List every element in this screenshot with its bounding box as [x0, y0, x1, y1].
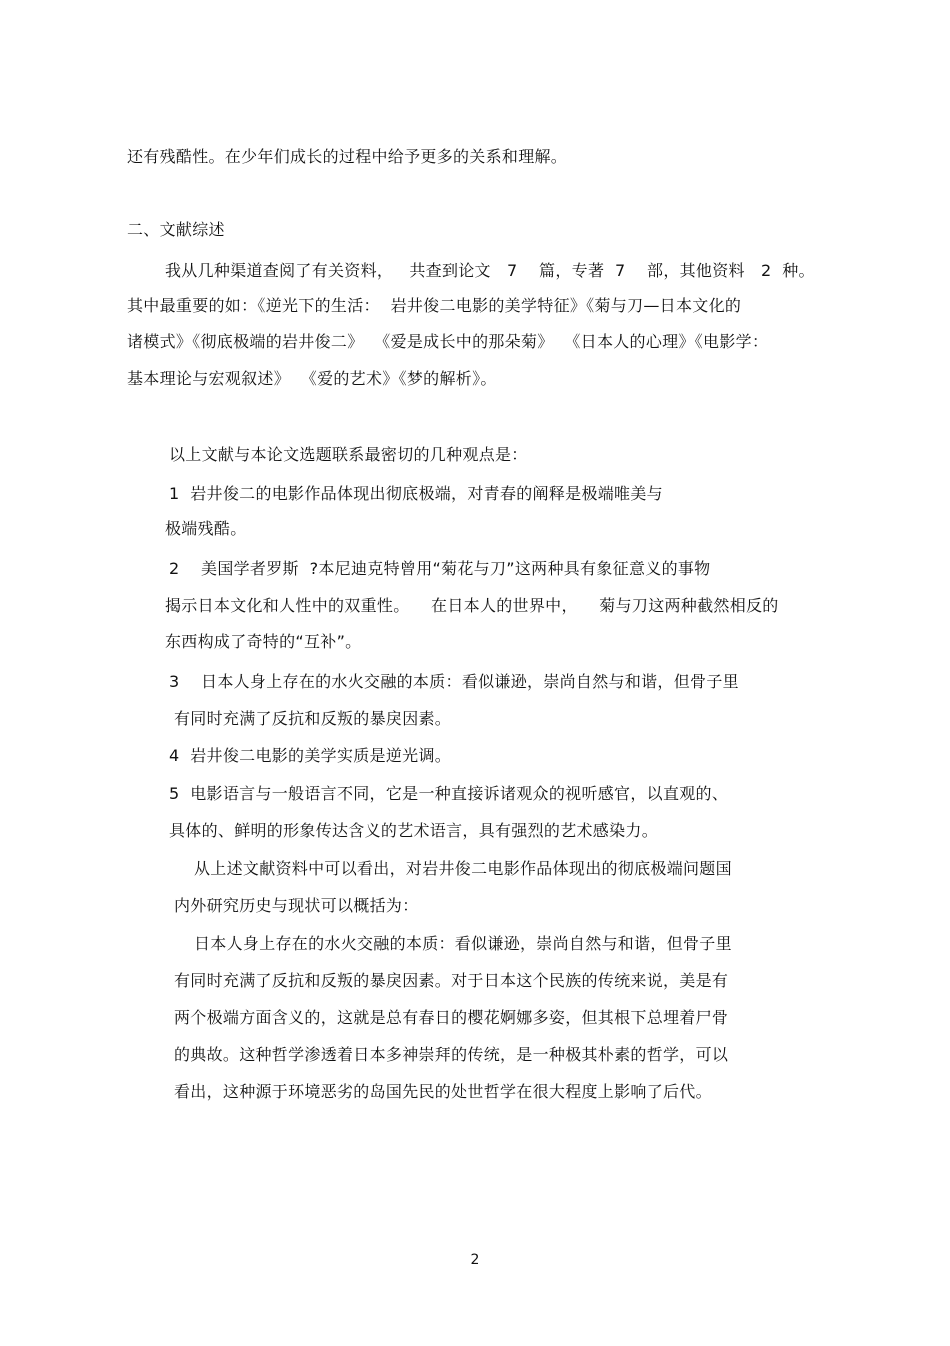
- paragraph-line: 诸模式》《彻底极端的岩井俊二》 《爱是成长中的那朵菊》 《日本人的心理》《电影学：: [127, 332, 769, 351]
- list-item-line: 揭示日本文化和人性中的双重性。 在日本人的世界中， 菊与刀这两种截然相反的: [165, 596, 779, 615]
- list-item-line: 极端残酷。: [165, 519, 247, 538]
- list-item-line: 4 岩井俊二电影的美学实质是逆光调。: [169, 746, 452, 765]
- list-item-line: 具体的、鲜明的形象传达含义的艺术语言，具有强烈的艺术感染力。: [169, 821, 659, 840]
- paragraph-line: 从上述文献资料中可以看出，对岩井俊二电影作品体现出的彻底极端问题国: [194, 859, 732, 878]
- viewpoints-intro: 以上文献与本论文选题联系最密切的几种观点是：: [169, 445, 528, 464]
- paragraph-line: 有同时充满了反抗和反叛的暴戾因素。对于日本这个民族的传统来说，美是有: [174, 971, 729, 990]
- paragraph-line: 内外研究历史与现状可以概括为：: [174, 896, 419, 915]
- list-item-line: 3 日本人身上存在的水火交融的本质：看似谦逊，崇尚自然与和谐，但骨子里: [169, 672, 739, 691]
- paragraph-line: 基本理论与宏观叙述》 《爱的艺术》《梦的解析》。: [127, 369, 497, 388]
- list-item-line: 2 美国学者罗斯 ?本尼迪克特曾用“菊花与刀”这两种具有象征意义的事物: [169, 559, 711, 578]
- paragraph-line: 日本人身上存在的水火交融的本质：看似谦逊，崇尚自然与和谐，但骨子里: [194, 934, 732, 953]
- paragraph-line: 我从几种渠道查阅了有关资料， 共查到论文 7 篇，专著 7 部，其他资料 2 种。: [165, 261, 815, 280]
- list-item-line: 1 岩井俊二的电影作品体现出彻底极端，对青春的阐释是极端唯美与: [169, 484, 663, 503]
- paragraph-line: 两个极端方面含义的，这就是总有春日的樱花婀娜多姿，但其根下总埋着尸骨: [174, 1008, 729, 1027]
- intro-line: 还有残酷性。在少年们成长的过程中给予更多的关系和理解。: [127, 147, 568, 166]
- section-heading: 二、文献综述: [127, 220, 225, 239]
- paragraph-line: 其中最重要的如：《逆光下的生活： 岩井俊二电影的美学特征》《菊与刀—日本文化的: [127, 296, 742, 315]
- list-item-line: 5 电影语言与一般语言不同，它是一种直接诉诸观众的视听感官，以直观的、: [169, 784, 729, 803]
- paragraph-line: 看出，这种源于环境恶劣的岛国先民的处世哲学在很大程度上影响了后代。: [174, 1082, 712, 1101]
- paragraph-line: 的典故。这种哲学渗透着日本多神崇拜的传统，是一种极其朴素的哲学，可以: [174, 1045, 729, 1064]
- list-item-line: 有同时充满了反抗和反叛的暴戾因素。: [174, 709, 452, 728]
- list-item-line: 东西构成了奇特的“互补”。: [165, 632, 362, 651]
- page-number: 2: [470, 1252, 480, 1268]
